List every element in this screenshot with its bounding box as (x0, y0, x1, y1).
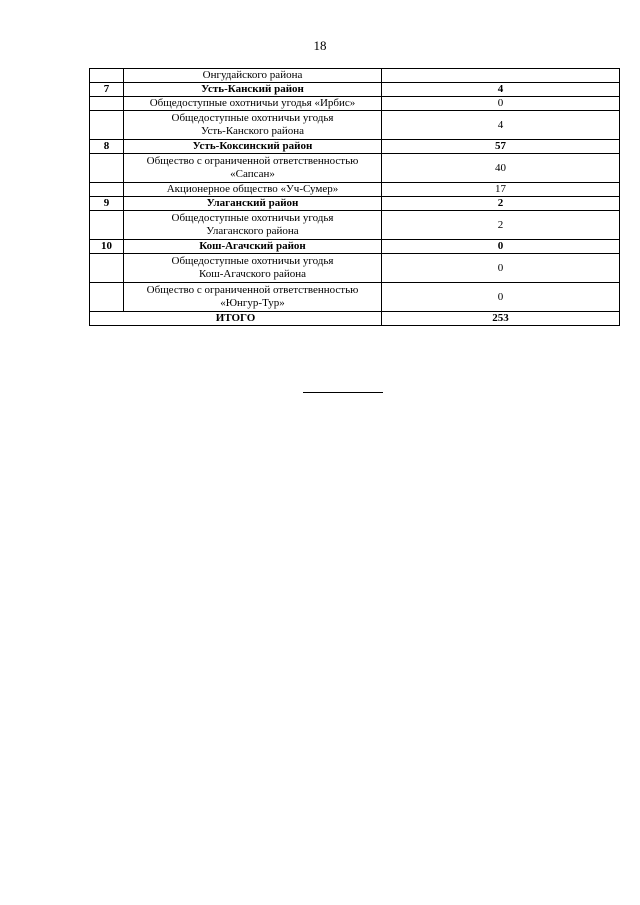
total-label: ИТОГО (90, 312, 382, 326)
row-name-line: Усть-Канский район (201, 83, 304, 95)
row-number-cell: 7 (90, 83, 124, 97)
hunting-grounds-table (89, 68, 620, 326)
row-value-cell: 4 (382, 111, 620, 140)
row-name-cell (124, 211, 382, 240)
row-name-line: Общедоступные охотничьи угодья (171, 212, 334, 224)
row-number-cell: 10 (90, 240, 124, 254)
row-name-cell (124, 240, 382, 254)
row-name-cell (124, 183, 382, 197)
table-row (90, 111, 620, 140)
row-value-cell: 57 (382, 140, 620, 154)
row-value-cell: 40 (382, 154, 620, 183)
table-row (90, 69, 620, 83)
row-name-cell (124, 154, 382, 183)
table-row (90, 97, 620, 111)
row-number-cell (90, 183, 124, 197)
row-name-cell (124, 111, 382, 140)
row-name-line: Улаганского района (206, 225, 299, 237)
row-value-cell: 17 (382, 183, 620, 197)
row-number-cell (90, 211, 124, 240)
table-row (90, 283, 620, 312)
table-row (90, 154, 620, 183)
row-number-cell (90, 97, 124, 111)
row-name-cell (124, 69, 382, 83)
row-name-cell (124, 254, 382, 283)
row-name-cell (124, 83, 382, 97)
row-number-cell (90, 254, 124, 283)
row-name-cell (124, 197, 382, 211)
table-row (90, 240, 620, 254)
row-name-cell (124, 283, 382, 312)
row-value-cell: 0 (382, 254, 620, 283)
table-row (90, 83, 620, 97)
row-value-cell (382, 69, 620, 83)
row-name-line: Общедоступные охотничьи угодья (171, 255, 334, 267)
row-name-line: Общедоступные охотничьи угодья «Ирбис» (149, 97, 356, 109)
row-name-line: «Сапсан» (230, 168, 275, 180)
row-number-cell (90, 154, 124, 183)
row-name-line: Онгудайского района (202, 69, 303, 81)
row-number-cell (90, 69, 124, 83)
row-value-cell: 2 (382, 197, 620, 211)
row-name-line: Усть-Коксинский район (192, 140, 313, 152)
total-value: 253 (382, 312, 620, 326)
table-row (90, 254, 620, 283)
row-number-cell (90, 283, 124, 312)
row-name-line: Общество с ограниченной ответственностью (146, 155, 359, 167)
table-row (90, 140, 620, 154)
row-name-line: Улаганский район (206, 197, 299, 209)
row-name-cell (124, 140, 382, 154)
table-row (90, 197, 620, 211)
row-value-cell: 0 (382, 283, 620, 312)
table-row (90, 183, 620, 197)
separator-line (303, 392, 383, 393)
row-name-line: Акционерное общество «Уч-Сумер» (166, 183, 339, 195)
row-number-cell (90, 111, 124, 140)
row-name-line: Кош-Агачского района (198, 268, 307, 280)
row-value-cell: 2 (382, 211, 620, 240)
row-name-line: Общедоступные охотничьи угодья (171, 112, 334, 124)
page-number: 18 (313, 38, 327, 53)
row-name-line: «Юнгур-Тур» (220, 297, 285, 309)
row-name-cell (124, 97, 382, 111)
row-name-line: Общество с ограниченной ответственностью (146, 284, 359, 296)
row-value-cell: 4 (382, 83, 620, 97)
total-row (90, 312, 620, 326)
row-value-cell: 0 (382, 97, 620, 111)
table-row (90, 211, 620, 240)
row-name-line: Кош-Агачский район (199, 240, 306, 252)
row-number-cell: 9 (90, 197, 124, 211)
row-value-cell: 0 (382, 240, 620, 254)
row-number-cell: 8 (90, 140, 124, 154)
table-body (90, 69, 620, 326)
row-name-line: Усть-Канского района (201, 125, 304, 137)
